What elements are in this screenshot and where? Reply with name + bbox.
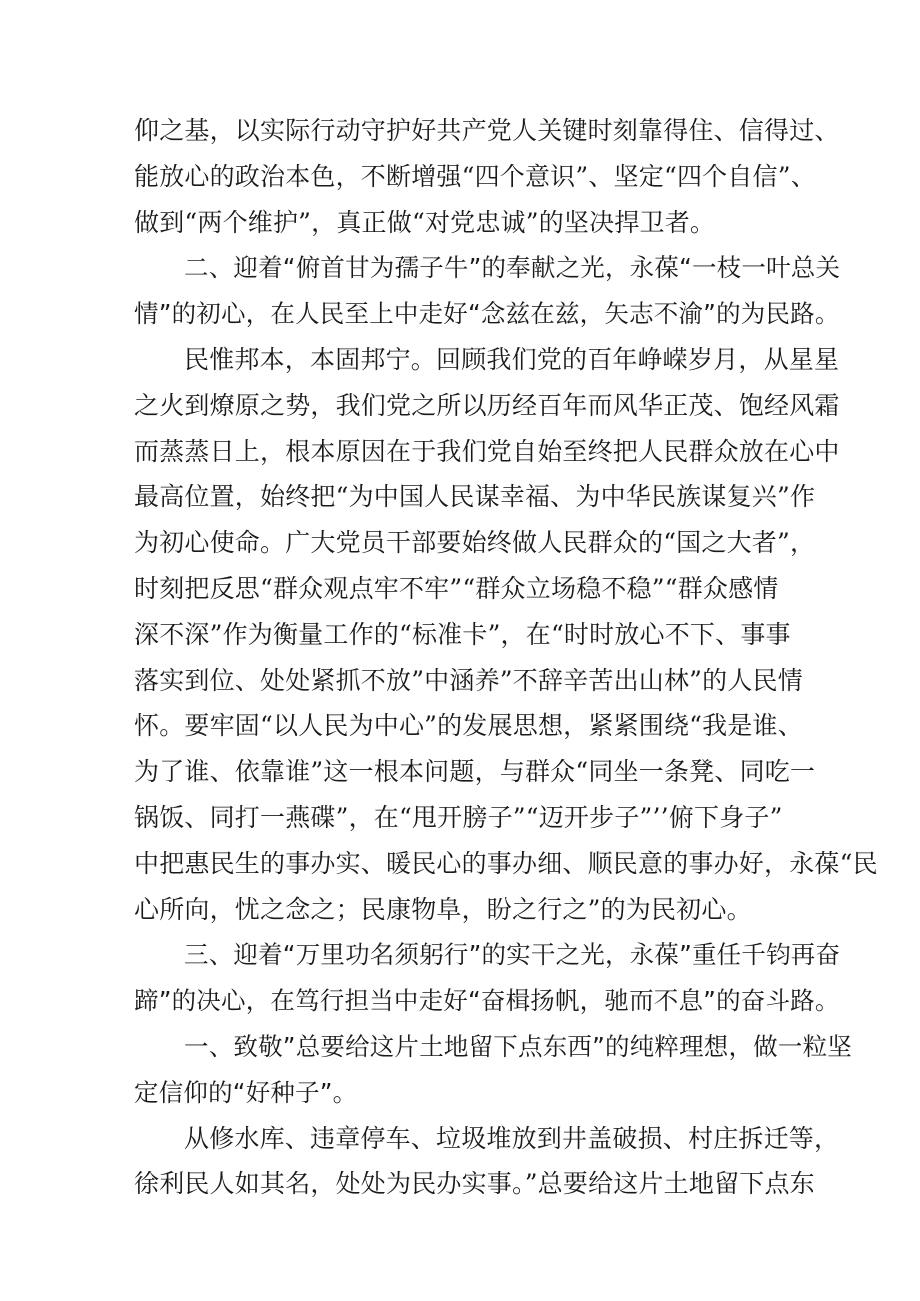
text-line: 仰之基，以实际行动守护好共产党人关键时刻靠得住、信得过、	[134, 116, 840, 145]
text-line: 怀。要牢固“以人民为中心”的发展思想，紧紧围绕“我是谁、	[134, 711, 803, 741]
text-line: 从修水库、违章停车、垃圾堆放到井盖破损、村庄拆迁等，	[184, 1123, 840, 1153]
heading-line: 蹄”的决心，在笃行担当中走好“奋楫扬帆，驰而不息”的奋斗路。	[134, 986, 840, 1016]
paragraph-3	[134, 1116, 840, 1208]
text-line: 落实到位、处处紧抓不放”中涵养”不辞辛苦出山林”的人民情	[134, 665, 803, 695]
text-line: 做到“两个维护”，真正做“对党忠诚”的坚决捍卫者。	[134, 207, 716, 237]
heading-line: 情”的初心，在人民至上中走好“念兹在兹，矢志不渝”的为民路。	[134, 299, 840, 329]
text-line: 心所向，忧之念之；民康物阜，盼之行之”的为民初心。	[134, 894, 752, 924]
paragraph-2	[134, 337, 878, 932]
text-line: 民惟邦本，本固邦宁。回顾我们党的百年峥嵘岁月，从星星	[184, 344, 840, 374]
section-heading-3	[134, 932, 841, 1024]
document-body	[134, 108, 878, 1207]
heading-line: 一、致敬”总要给这片土地留下点东西”的纯粹理想，做一粒坚	[184, 1031, 852, 1061]
heading-line: 定信仰的“好种子”。	[134, 1077, 358, 1107]
heading-line: 三、迎着“万里功名须躬行”的实干之光，永葆”重任千钧再奋	[184, 940, 841, 970]
subheading-1	[134, 1024, 852, 1116]
text-line: 为初心使命。广大党员干部要始终做人民群众的“国之大者”，	[134, 528, 816, 558]
text-line: 能放心的政治本色，不断增强“四个意识”、坚定“四个自信”、	[134, 161, 816, 191]
text-line: 中把惠民生的事办实、暖民心的事办细、顺民意的事办好，永葆“民	[134, 848, 878, 878]
text-line: 为了谁、依靠谁”这一根本问题，与群众“同坐一条凳、同吃一	[134, 757, 816, 787]
paragraph-1	[134, 108, 840, 245]
text-line: 而蒸蒸日上，根本原因在于我们党自始至终把人民群众放在心中	[134, 436, 840, 466]
text-line: 锅饭、同打一燕碟”，在“甩开膀子”“迈开步子”’’俯下身子”	[134, 802, 783, 832]
section-heading-2	[134, 245, 841, 337]
text-line: 之火到燎原之势，我们党之所以历经百年而风华正茂、饱经风霜	[134, 390, 840, 420]
text-line: 时刻把反思“群众观点牢不牢”“群众立场稳不稳”“群众感情	[134, 573, 779, 603]
heading-line: 二、迎着“俯首甘为孺子牛”的奉献之光，永葆“一枝一叶总关	[184, 253, 841, 283]
text-line: 徐利民人如其名，处处为民办实事。”总要给这片土地留下点东	[134, 1169, 815, 1199]
text-line: 深不深”作为衡量工作的“标准卡”，在“时时放心不下、事事	[134, 619, 791, 649]
text-line: 最高位置，始终把“为中国人民谋幸福、为中华民族谋复兴”作	[134, 482, 816, 512]
